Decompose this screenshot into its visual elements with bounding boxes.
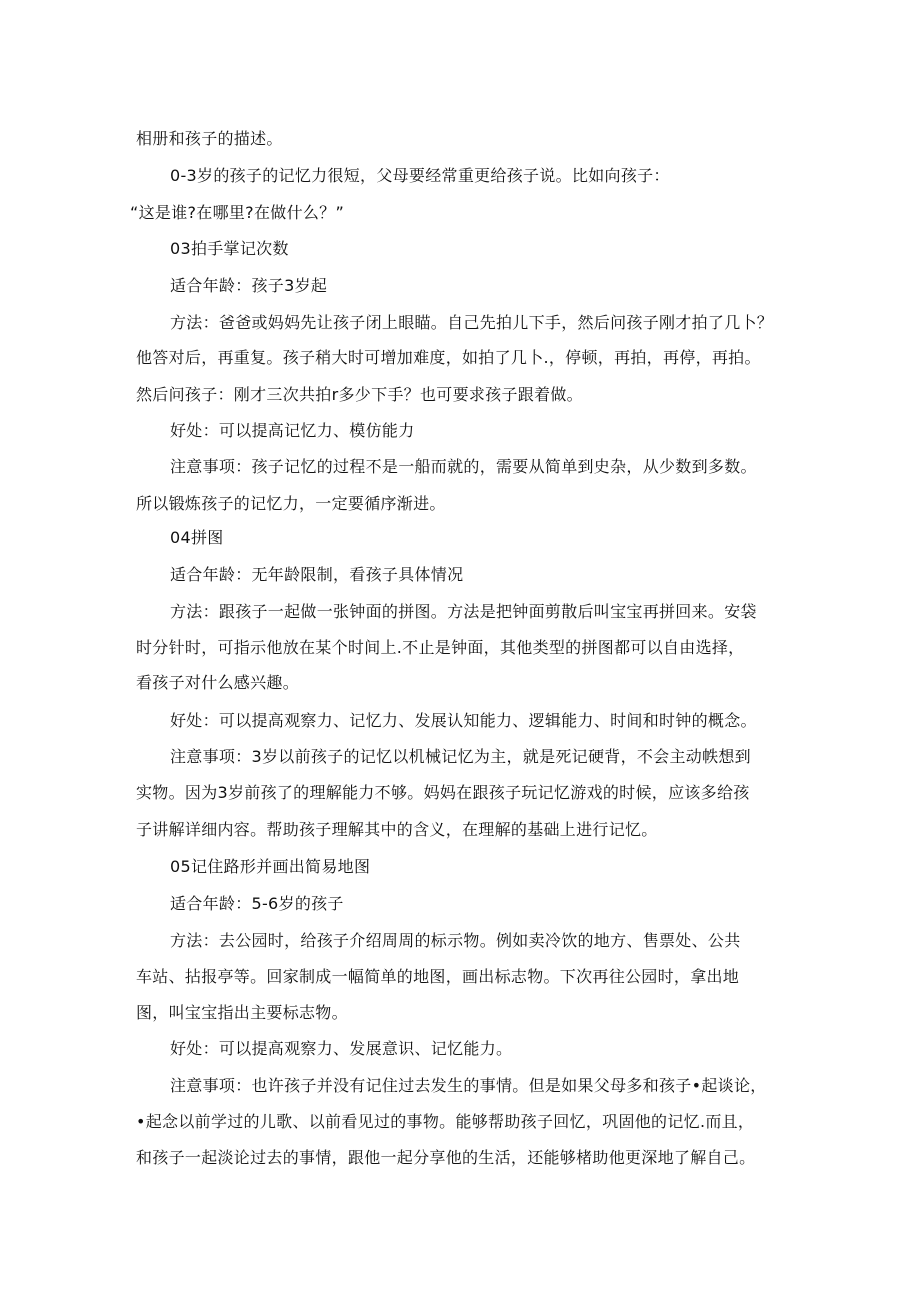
section-heading: 05记住路形并画出简易地图: [170, 857, 371, 876]
text-line: 0-3岁的孩子的记忆力很短，父母要经常重更给孩子说。比如向孩子：: [170, 166, 670, 185]
text-line: 注意事项：3岁以前孩子的记忆以机械记忆为主，就是死记硬背，不会主动帙想到: [170, 747, 751, 766]
text-line: 时分针时，可指示他放在某个时间上.不止是钟面，其他类型的拼图都可以自由选择，: [136, 638, 745, 657]
section-heading: 04拼图: [170, 528, 224, 547]
section-heading: 03拍手掌记次数: [170, 239, 289, 258]
text-line: 子讲解详细内容。帮助孩子理解其中的含义，在理解的基础上进行记忆。: [136, 820, 658, 839]
text-line: 所以锻炼孩子的记忆力，一定要循序渐进。: [136, 494, 446, 513]
text-line: 适合年龄：无年龄限制，看孩子具体情况: [170, 565, 464, 584]
text-line: •起念以前学过的儿歌、以前看见过的事物。能够帮助孩子回忆，巩固他的记忆.而且，: [136, 1112, 755, 1131]
text-line: 方法：去公园时，给孩子介绍周周的标示物。例如卖冷饮的地方、售票处、公共: [170, 931, 741, 950]
text-line: 好处：可以提高观察力、发展意识、记忆能力。: [170, 1039, 513, 1058]
text-line: 好处：可以提高观察力、记忆力、发展认知能力、逻辑能力、时间和时钟的概念。: [170, 711, 757, 730]
text-line: 车站、拈报亭等。回家制成一幅简单的地图，画出标志物。下次再往公园时，拿出地: [136, 967, 740, 986]
text-line: 看孩子对什么感兴趣。: [136, 673, 300, 692]
text-line: 适合年龄：5-6岁的孩子: [170, 894, 344, 913]
text-line: 和孩子一起淡论过去的事情，跟他一起分享他的生活，还能够楮助他更深地了解自己。: [136, 1148, 756, 1167]
text-line: 相册和孩子的描述。: [136, 129, 283, 148]
text-line: 好处：可以提高记忆力、模仿能力: [170, 421, 415, 440]
text-line: 方法：跟孩子一起做一张钟面的拼图。方法是把钟面剪散后叫宝宝再拼回来。安袋: [170, 602, 757, 621]
text-line: 他答对后，再重复。孩子稍大时可增加难度，如拍了几卜.，停顿，再拍，再停，再拍。: [136, 348, 761, 367]
text-line: 注意事项：也许孩子并没有记住过去发生的事情。但是如果父母多和孩子•起谈论，: [170, 1076, 767, 1095]
text-line: 适合年龄：孩子3岁起: [170, 276, 328, 295]
text-line: 注意事项：孩子记忆的过程不是一船而就的，需要从简单到史杂，从少数到多数。: [170, 457, 757, 476]
text-line: “这是谁?在哪里?在做什么？”: [130, 203, 345, 222]
text-line: 方法：爸爸或妈妈先让孩子闭上眼瞄。自己先拍儿下手，然后问孩子刚才拍了几卜？: [170, 313, 774, 332]
text-line: 然后问孩子：刚才三次共拍r多少下手？也可要求孩子跟着做。: [136, 385, 583, 404]
text-line: 实物。因为3岁前孩了的理解能力不够。妈妈在跟孩子玩记忆游戏的时候，应该多给孩: [136, 783, 750, 802]
text-line: 图，叫宝宝指出主要标志物。: [136, 1003, 348, 1022]
